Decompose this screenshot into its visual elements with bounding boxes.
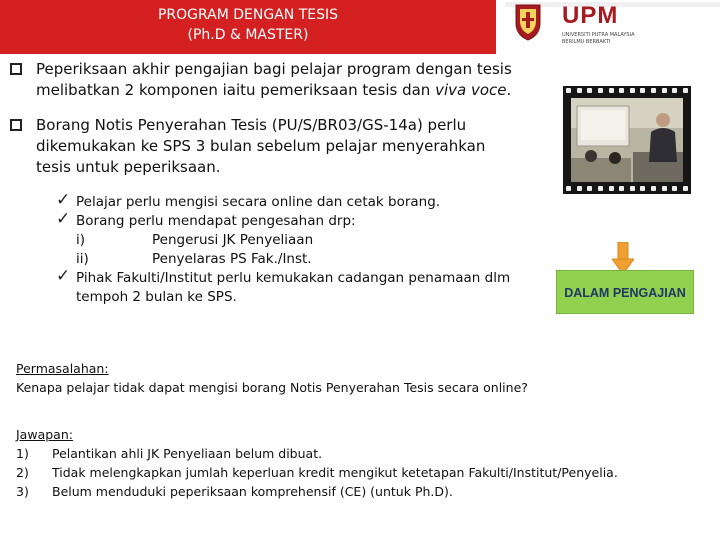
bullet-1-line2 — [36, 80, 512, 101]
status-box: DALAM PENGAJIAN — [556, 270, 694, 314]
subpoint-2: Borang perlu mendapat pengesahan drp: — [76, 213, 356, 229]
bullet-2-line2: dikemukakan ke SPS 3 bulan sebelum pelajar menyerahkan — [36, 137, 486, 155]
upm-logo — [562, 2, 658, 46]
subpoint-2-ii-num: ii) — [76, 251, 89, 267]
answer-item-number: 2) — [16, 465, 29, 480]
subpoint-2-ii-text: Penyelaras PS Fak./Inst. — [152, 251, 312, 267]
subpoint-2-i-num: i) — [76, 232, 86, 248]
bullet-2 — [36, 115, 485, 178]
presentation-photo-illustration — [571, 98, 683, 182]
answer-item-number: 1) — [16, 446, 29, 461]
slide-header — [0, 0, 496, 54]
answer-item-text: Pelantikan ahli JK Penyeliaan belum dibuat. — [52, 446, 323, 461]
film-holes-top — [566, 88, 688, 94]
bullet-1-viva-voce: viva voce — [435, 81, 507, 99]
subpoint-2-i-text: Pengerusi JK Penyeliaan — [152, 232, 314, 248]
subpoint-1: Pelajar perlu mengisi secara online dan cetak borang. — [76, 194, 441, 210]
checkmark-icon: ✓ — [56, 266, 71, 286]
answer-item-number: 3) — [16, 484, 29, 499]
answer-item-text: Tidak melengkapkan jumlah keperluan kredit mengikut ketetapan Fakulti/Institut/Penyelia. — [52, 465, 618, 480]
bullet-2-line1: Borang Notis Penyerahan Tesis (PU/S/BR03/GS-14a) perlu — [36, 116, 467, 134]
photo-caption-line1: PEPERIKSAAN TESIS & — [579, 207, 681, 217]
film-holes-bottom — [566, 186, 688, 192]
photo-caption — [560, 206, 700, 232]
bullet-box-icon — [10, 119, 22, 131]
answer-item-text: Belum menduduki peperiksaan komprehensif (CE) (untuk Ph.D). — [52, 484, 453, 499]
bullet-1-line2-text: melibatkan 2 komponen iaitu pemeriksaan tesis dan — [36, 81, 436, 99]
bullet-box-icon — [10, 63, 22, 75]
bullet-1-line1: Peperiksaan akhir pengajian bagi pelajar program dengan tesis — [36, 60, 512, 78]
subpoint-3-line1: Pihak Fakulti/Institut perlu kemukakan cadangan penamaan dlm — [76, 270, 511, 286]
answer-label: Jawapan: — [16, 427, 73, 442]
header-title-line1: PROGRAM DENGAN TESIS — [157, 7, 339, 23]
problem-text: Kenapa pelajar tidak dapat mengisi borang Notis Penyerahan Tesis secara online? — [16, 380, 528, 395]
upm-logo-tagline: BERILMU BERBAKTI — [562, 39, 611, 45]
bullet-1 — [36, 59, 512, 101]
header-title-line2: (Ph.D & MASTER) — [187, 27, 309, 43]
viva-voce-photo — [571, 98, 683, 182]
viva-voce-photo-frame — [563, 86, 691, 194]
checkmark-icon: ✓ — [56, 190, 71, 210]
bullet-1-period: . — [506, 81, 512, 99]
university-crest-icon — [512, 1, 544, 41]
checkmark-icon: ✓ — [56, 209, 71, 229]
photo-caption-line2: VIVA VOCE — [604, 220, 656, 230]
upm-logo-text: UPM — [562, 2, 619, 29]
problem-label: Permasalahan: — [16, 361, 109, 376]
subpoint-3-line2: tempoh 2 bulan ke SPS. — [76, 289, 237, 305]
upm-logo-subtitle: UNIVERSITI PUTRA MALAYSIA — [562, 32, 635, 38]
bullet-2-line3: tesis untuk peperiksaan. — [36, 158, 221, 176]
